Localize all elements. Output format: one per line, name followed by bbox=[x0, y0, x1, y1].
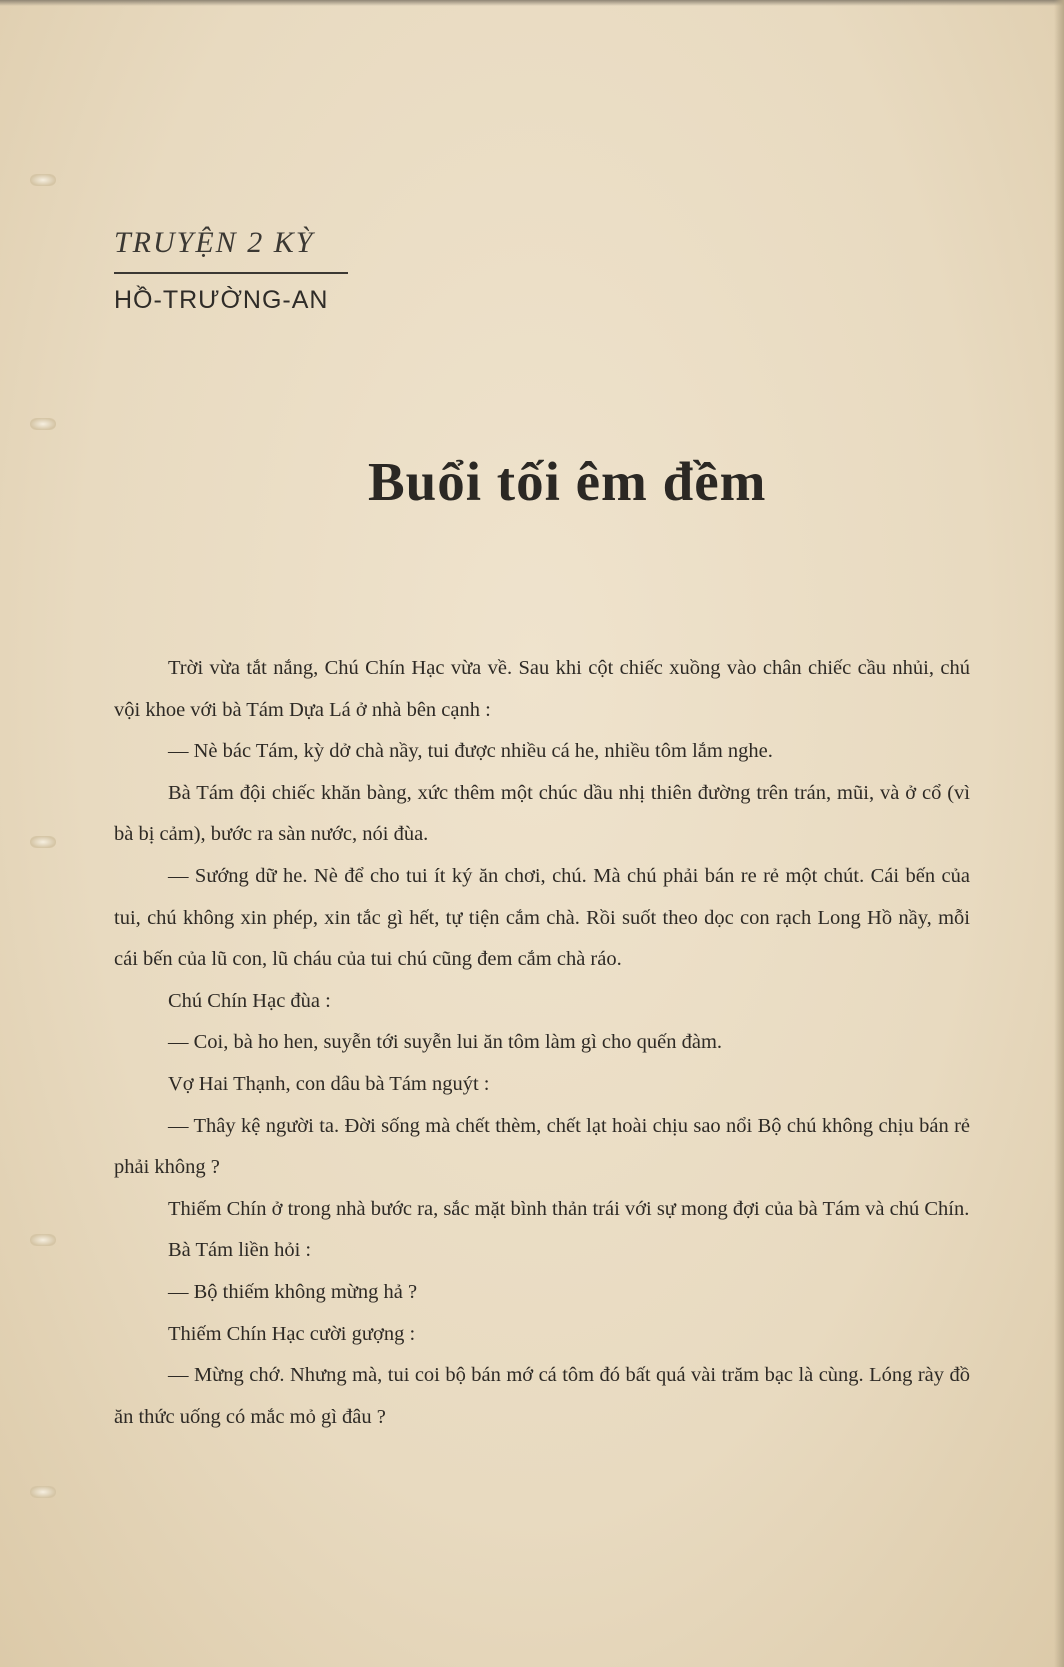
binding-hole bbox=[30, 1486, 56, 1498]
paragraph: Trời vừa tắt nắng, Chú Chín Hạc vừa về. Sau khi cột chiếc xuồng vào chân chiếc cầu nhủi, chú vội khoe với bà Tám Dựa Lá ở nhà bên cạnh : bbox=[114, 657, 970, 721]
story-body bbox=[114, 648, 970, 1438]
paragraph: Bà Tám đội chiếc khăn bàng, xức thêm một chúc dầu nhị thiên đường trên trán, mũi, và ở cổ (vì bà bị cảm), bước ra sàn nước, nói đùa. bbox=[114, 781, 970, 846]
header-rule bbox=[114, 272, 348, 274]
binding-hole bbox=[30, 174, 56, 186]
author-name: HỒ-TRƯỜNG-AN bbox=[114, 286, 329, 314]
binding-hole bbox=[30, 418, 56, 430]
paragraph: Bà Tám liền hỏi : bbox=[168, 1239, 312, 1262]
paragraph: — Mừng chớ. Nhưng mà, tui coi bộ bán mớ cá tôm đó bất quá vài trăm bạc là cùng. Lóng rày đồ ăn thức uống có mắc mỏ gì đâu ? bbox=[114, 1364, 970, 1428]
paragraph: — Bộ thiếm không mừng hả ? bbox=[168, 1280, 418, 1303]
paragraph: Thiếm Chín ở trong nhà bước ra, sắc mặt bình thản trái với sự mong đợi của bà Tám và chú Chín. bbox=[168, 1197, 970, 1220]
paragraph: — Thây kệ người ta. Đời sống mà chết thèm, chết lạt hoài chịu sao nổi Bộ chú không chịu bán rẻ phải không ? bbox=[114, 1114, 970, 1179]
paragraph: Vợ Hai Thạnh, con dâu bà Tám nguýt : bbox=[168, 1072, 490, 1095]
paragraph: — Coi, bà ho hen, suyễn tới suyễn lui ăn tôm làm gì cho quến đàm. bbox=[168, 1031, 723, 1054]
story-title: Buổi tối êm đềm bbox=[368, 451, 767, 512]
paragraph: Thiếm Chín Hạc cười gượng : bbox=[168, 1322, 416, 1345]
page-top-edge bbox=[0, 0, 1064, 6]
paragraph: Chú Chín Hạc đùa : bbox=[168, 989, 331, 1012]
paragraph: — Nè bác Tám, kỳ dở chà nầy, tui được nhiều cá he, nhiều tôm lắm nghe. bbox=[168, 740, 773, 763]
paragraph: — Sướng dữ he. Nè để cho tui ít ký ăn chơi, chú. Mà chú phải bán re rẻ một chút. Cái bến của tui, chú không xin phép, xin tắc gì hết, tự tiện cắm chà. Rồi suốt theo dọc con rạch Long Hồ nầy, mỗi cái bến của lũ con, lũ cháu của tui chú cũng đem cắm chà ráo. bbox=[114, 864, 970, 971]
series-label: TRUYỆN 2 KỲ bbox=[114, 226, 315, 259]
binding-hole bbox=[30, 836, 56, 848]
page-right-edge bbox=[1054, 0, 1064, 1667]
binding-hole bbox=[30, 1234, 56, 1246]
